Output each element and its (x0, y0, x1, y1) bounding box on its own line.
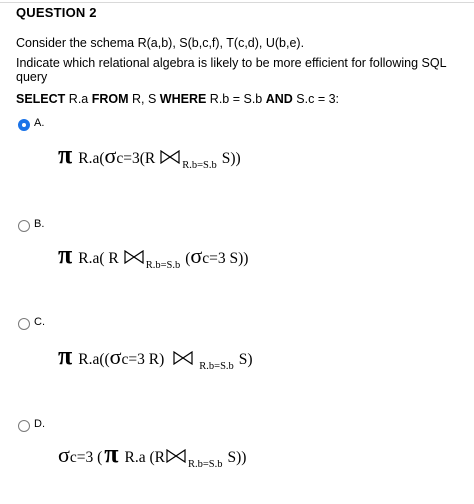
option-a-label[interactable]: A. (34, 117, 45, 129)
expr-part: R.a( (78, 150, 105, 167)
instruction-text: Indicate which relational algebra is likely to be more efficient for following SQL query (16, 56, 447, 84)
expr-part: c=3(R (116, 150, 156, 167)
option-c-label[interactable]: C. (34, 316, 45, 328)
join-icon (160, 150, 180, 164)
sql-where-cond1: R.b = S.b (206, 92, 266, 106)
selection-symbol: σ (109, 344, 122, 369)
sql-keyword-where: WHERE (159, 92, 207, 106)
projection-symbol: π (58, 240, 73, 269)
join-condition: R.b=S.b (145, 260, 181, 271)
expr-part: S) (238, 351, 253, 368)
option-c-expression (58, 341, 253, 372)
option-a-expression (58, 140, 241, 171)
sql-query (16, 92, 339, 106)
projection-symbol: π (104, 439, 119, 468)
projection-symbol: π (58, 140, 73, 169)
option-b-label[interactable]: B. (34, 218, 45, 230)
question-title: QUESTION 2 (16, 5, 97, 20)
sql-keyword-select: SELECT (16, 92, 66, 106)
option-a-radio[interactable] (18, 119, 30, 131)
option-c-radio[interactable] (18, 318, 30, 330)
selection-symbol: σ (104, 143, 117, 168)
option-d-expression (58, 439, 247, 470)
join-condition: R.b=S.b (182, 160, 217, 171)
sql-select-list: R.a (65, 92, 92, 106)
schema-text: Consider the schema R(a,b), S(b,c,f), T(c,d), U(b,e). (16, 36, 305, 50)
sql-where-cond2: S.c = 3: (292, 92, 340, 106)
expr-part: S)) (221, 150, 241, 167)
selection-symbol: σ (58, 442, 70, 467)
sql-from-list: R, S (128, 92, 160, 106)
option-d-label[interactable]: D. (34, 418, 45, 430)
join-icon (166, 449, 186, 463)
join-condition: R.b=S.b (188, 459, 223, 470)
expr-part: S)) (227, 449, 247, 466)
projection-symbol: π (58, 341, 73, 370)
expr-part: R.a( R (78, 250, 119, 267)
top-divider (0, 2, 474, 3)
option-d-radio[interactable] (18, 420, 30, 432)
sql-keyword-from: FROM (91, 92, 129, 106)
join-icon (124, 250, 144, 264)
expr-part: c=3 R) (121, 351, 165, 368)
join-icon (173, 351, 193, 365)
expr-part: R.a (R (124, 449, 165, 466)
expr-part: R.a(( (78, 351, 110, 368)
selection-symbol: σ (190, 243, 203, 268)
expr-part: c=3 ( (69, 449, 103, 466)
option-b-radio[interactable] (18, 220, 30, 232)
expr-part: c=3 S)) (202, 250, 249, 267)
join-condition: R.b=S.b (199, 361, 234, 372)
option-b-expression (58, 240, 249, 271)
sql-keyword-and: AND (265, 92, 293, 106)
expr-part: ( (185, 250, 191, 267)
